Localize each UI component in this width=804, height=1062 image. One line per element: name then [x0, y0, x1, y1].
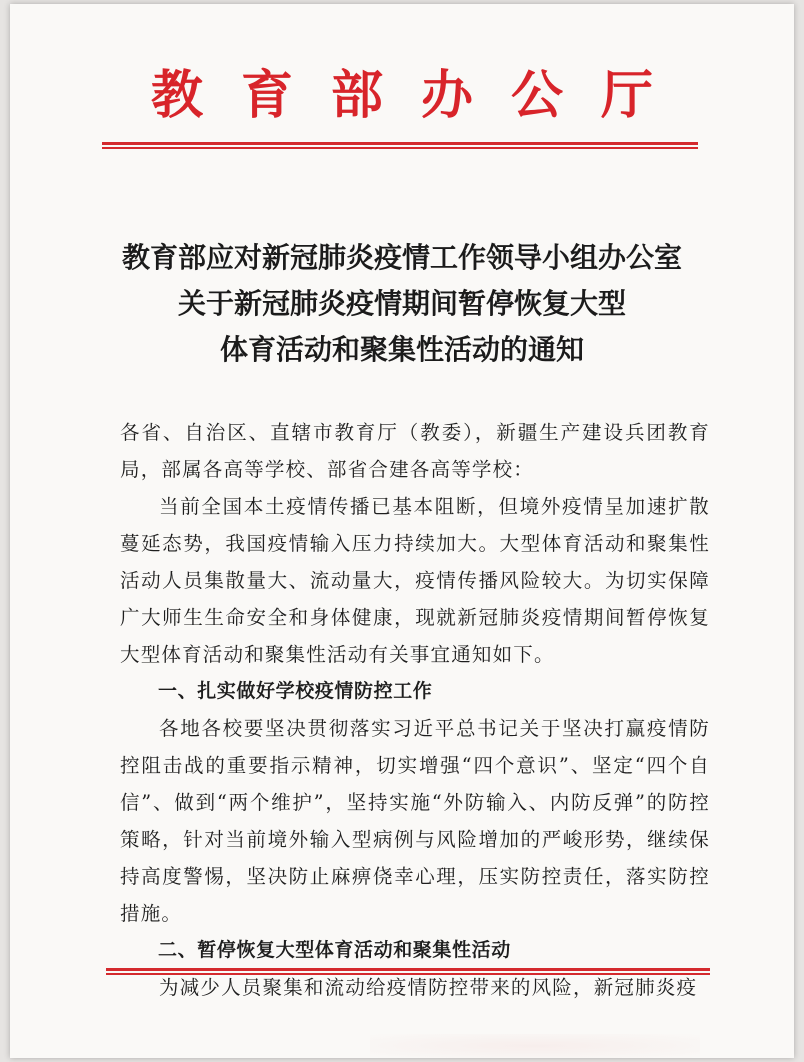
masthead: 教育部办公厅: [150, 65, 691, 126]
document-title-line-1: 教育部应对新冠肺炎疫情工作领导小组办公室: [121, 241, 682, 274]
masthead-red-rule: [102, 142, 698, 145]
document-title-line-3: 体育活动和聚集性活动的通知: [219, 333, 584, 366]
section-1-paragraph: 各地各校要坚决贯彻落实习近平总书记关于坚决打赢疫情防控阻击战的重要指示精神，切实增强“四个意识”、坚定“四个自信”、做到“两个维护”，坚持实施“外防输入、内防反弹”的防控策略，针对当前境外输入型病例与风险增加的严峻形势，继续保持高度警惕，坚决防止麻痹侥幸心理，压实防控责任，落实防控措施。: [120, 717, 710, 925]
document-page: [10, 4, 794, 1058]
footer-red-rule-thin: [106, 973, 710, 975]
section-2-heading: 二、暂停恢复大型体育活动和聚集性活动: [158, 939, 511, 961]
footer-red-rule: [106, 968, 710, 971]
masthead-red-rule-thin: [102, 147, 698, 149]
addressee: 各省、自治区、直辖市教育厅（教委），新疆生产建设兵团教育局，部属各高等学校、部省合建各高等学校：: [120, 421, 710, 481]
seal-bleed-through: [370, 1034, 700, 1058]
intro-paragraph: 当前全国本土疫情传播已基本阻断，但境外疫情呈加速扩散蔓延态势，我国疫情输入压力持续加大。大型体育活动和聚集性活动人员集散量大、流动量大，疫情传播风险较大。为切实保障广大师生生命安全和身体健康，现就新冠肺炎疫情期间暂停恢复大型体育活动和聚集性活动有关事宜通知如下。: [120, 495, 710, 666]
document-body: [120, 414, 710, 1006]
section-1-heading: 一、扎实做好学校疫情防控工作: [158, 680, 433, 702]
document-title-line-2: 关于新冠肺炎疫情期间暂停恢复大型: [177, 287, 626, 320]
section-2-paragraph: 为减少人员聚集和流动给疫情防控带来的风险，新冠肺炎疫: [159, 976, 698, 999]
